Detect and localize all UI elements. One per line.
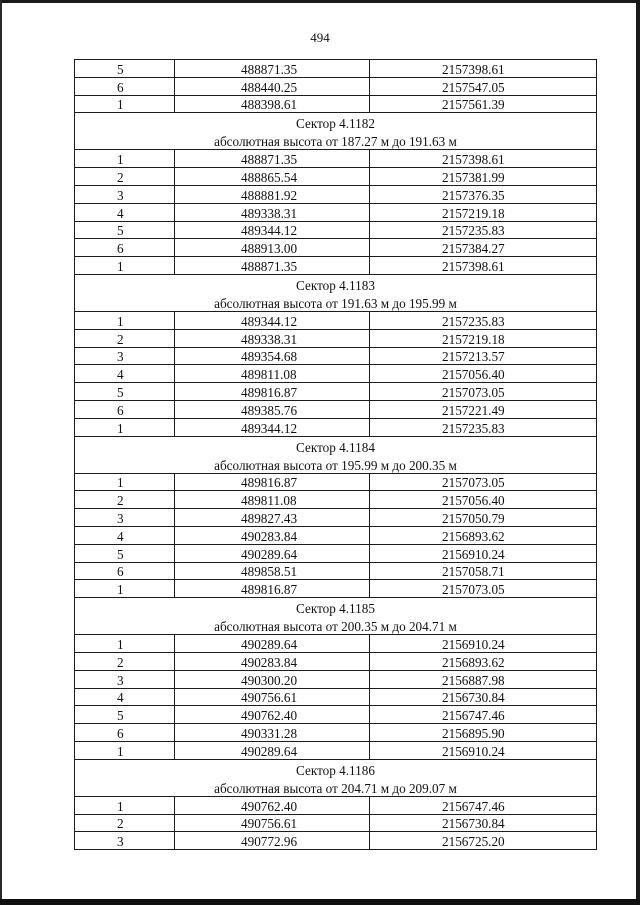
table-row [75, 221, 597, 239]
point-number-cell: 4 [75, 203, 175, 221]
table-row [75, 580, 597, 598]
table-row [75, 544, 597, 562]
sector-title: Сектор 4.1183 [75, 274, 597, 293]
y-coordinate-cell: 2157056.40 [370, 365, 597, 383]
point-number-cell: 5 [75, 383, 175, 401]
y-coordinate-cell: 2156893.62 [370, 526, 597, 544]
y-coordinate-cell: 2157056.40 [370, 491, 597, 509]
x-coordinate-cell: 489344.12 [175, 311, 370, 329]
y-coordinate-cell: 2157219.18 [370, 329, 597, 347]
x-coordinate-cell: 488871.35 [175, 257, 370, 275]
x-coordinate-cell: 488865.54 [175, 168, 370, 186]
scan-top-edge [0, 0, 640, 3]
point-number-cell: 1 [75, 95, 175, 113]
y-coordinate-cell: 2156730.84 [370, 688, 597, 706]
table-row [75, 832, 597, 850]
scan-right-edge [636, 0, 640, 905]
y-coordinate-cell: 2157221.49 [370, 400, 597, 418]
x-coordinate-cell: 489816.87 [175, 383, 370, 401]
page-number: 494 [310, 30, 330, 45]
table-row [75, 688, 597, 706]
x-coordinate-cell: 489811.08 [175, 491, 370, 509]
point-number-cell: 5 [75, 706, 175, 724]
y-coordinate-cell: 2157381.99 [370, 168, 597, 186]
table-row [75, 168, 597, 186]
y-coordinate-cell: 2157235.83 [370, 221, 597, 239]
sector-title: Сектор 4.1182 [75, 113, 597, 132]
x-coordinate-cell: 488913.00 [175, 239, 370, 257]
table-row [75, 383, 597, 401]
x-coordinate-cell: 489858.51 [175, 562, 370, 580]
y-coordinate-cell: 2156910.24 [370, 741, 597, 759]
point-number-cell: 4 [75, 688, 175, 706]
x-coordinate-cell: 489344.12 [175, 418, 370, 436]
point-number-cell: 1 [75, 257, 175, 275]
x-coordinate-cell: 490289.64 [175, 741, 370, 759]
table-row [75, 185, 597, 203]
y-coordinate-cell: 2156910.24 [370, 635, 597, 653]
table-row [75, 509, 597, 527]
sector-title: Сектор 4.1185 [75, 598, 597, 617]
table-row [75, 741, 597, 759]
sector-altitude-row [75, 616, 597, 635]
point-number-cell: 5 [75, 544, 175, 562]
table-row [75, 670, 597, 688]
point-number-cell: 6 [75, 77, 175, 95]
point-number-cell: 4 [75, 526, 175, 544]
y-coordinate-cell: 2157398.61 [370, 60, 597, 78]
y-coordinate-cell: 2157073.05 [370, 383, 597, 401]
x-coordinate-cell: 488871.35 [175, 60, 370, 78]
y-coordinate-cell: 2157376.35 [370, 185, 597, 203]
table-row [75, 400, 597, 418]
x-coordinate-cell: 490283.84 [175, 652, 370, 670]
table-row [75, 473, 597, 491]
y-coordinate-cell: 2156910.24 [370, 544, 597, 562]
point-number-cell: 1 [75, 473, 175, 491]
table-row [75, 706, 597, 724]
table-row [75, 257, 597, 275]
y-coordinate-cell: 2157384.27 [370, 239, 597, 257]
x-coordinate-cell: 489344.12 [175, 221, 370, 239]
x-coordinate-cell: 490289.64 [175, 635, 370, 653]
point-number-cell: 2 [75, 168, 175, 186]
table-row [75, 95, 597, 113]
sector-altitude-row [75, 455, 597, 474]
x-coordinate-cell: 490283.84 [175, 526, 370, 544]
point-number-cell: 3 [75, 185, 175, 203]
sector-title: Сектор 4.1184 [75, 436, 597, 455]
point-number-cell: 1 [75, 635, 175, 653]
table-row [75, 418, 597, 436]
table-row [75, 60, 597, 78]
table-row [75, 203, 597, 221]
point-number-cell: 1 [75, 418, 175, 436]
y-coordinate-cell: 2156895.90 [370, 724, 597, 742]
y-coordinate-cell: 2156725.20 [370, 832, 597, 850]
y-coordinate-cell: 2157398.61 [370, 257, 597, 275]
x-coordinate-cell: 489816.87 [175, 473, 370, 491]
table-row [75, 814, 597, 832]
table-row [75, 562, 597, 580]
y-coordinate-cell: 2157073.05 [370, 473, 597, 491]
table-row [75, 796, 597, 814]
coordinates-table [74, 59, 597, 850]
y-coordinate-cell: 2156887.98 [370, 670, 597, 688]
y-coordinate-cell: 2156747.46 [370, 796, 597, 814]
x-coordinate-cell: 489338.31 [175, 203, 370, 221]
table-row [75, 150, 597, 168]
point-number-cell: 6 [75, 400, 175, 418]
scan-left-edge [0, 0, 2, 905]
y-coordinate-cell: 2157058.71 [370, 562, 597, 580]
point-number-cell: 1 [75, 796, 175, 814]
point-number-cell: 6 [75, 239, 175, 257]
point-number-cell: 2 [75, 814, 175, 832]
point-number-cell: 1 [75, 311, 175, 329]
sector-title-row [75, 274, 597, 293]
point-number-cell: 6 [75, 724, 175, 742]
sector-altitude: абсолютная высота от 187.27 м до 191.63 м [75, 131, 597, 150]
sector-altitude-row [75, 778, 597, 797]
point-number-cell: 6 [75, 562, 175, 580]
x-coordinate-cell: 488881.92 [175, 185, 370, 203]
point-number-cell: 2 [75, 329, 175, 347]
point-number-cell: 5 [75, 60, 175, 78]
point-number-cell: 3 [75, 347, 175, 365]
x-coordinate-cell: 490756.61 [175, 688, 370, 706]
y-coordinate-cell: 2157213.57 [370, 347, 597, 365]
point-number-cell: 2 [75, 491, 175, 509]
y-coordinate-cell: 2156893.62 [370, 652, 597, 670]
x-coordinate-cell: 489354.68 [175, 347, 370, 365]
coordinates-table-body [75, 60, 597, 850]
sector-title-row [75, 113, 597, 132]
point-number-cell: 1 [75, 741, 175, 759]
y-coordinate-cell: 2157073.05 [370, 580, 597, 598]
y-coordinate-cell: 2157050.79 [370, 509, 597, 527]
x-coordinate-cell: 490300.20 [175, 670, 370, 688]
sector-title-row [75, 436, 597, 455]
point-number-cell: 4 [75, 365, 175, 383]
table-row [75, 491, 597, 509]
sector-altitude: абсолютная высота от 195.99 м до 200.35 м [75, 455, 597, 474]
sector-title-row [75, 598, 597, 617]
x-coordinate-cell: 490762.40 [175, 706, 370, 724]
y-coordinate-cell: 2157561.39 [370, 95, 597, 113]
point-number-cell: 5 [75, 221, 175, 239]
x-coordinate-cell: 489811.08 [175, 365, 370, 383]
table-row [75, 635, 597, 653]
table-row [75, 329, 597, 347]
y-coordinate-cell: 2156730.84 [370, 814, 597, 832]
point-number-cell: 3 [75, 509, 175, 527]
y-coordinate-cell: 2157219.18 [370, 203, 597, 221]
point-number-cell: 1 [75, 580, 175, 598]
sector-altitude: абсолютная высота от 204.71 м до 209.07 м [75, 778, 597, 797]
table-row [75, 652, 597, 670]
table-row [75, 724, 597, 742]
x-coordinate-cell: 490772.96 [175, 832, 370, 850]
sector-altitude-row [75, 131, 597, 150]
sector-title-row [75, 759, 597, 778]
table-row [75, 526, 597, 544]
x-coordinate-cell: 489338.31 [175, 329, 370, 347]
sector-altitude-row [75, 293, 597, 312]
table-row [75, 77, 597, 95]
table-row [75, 311, 597, 329]
scan-bottom-edge [0, 899, 640, 905]
x-coordinate-cell: 489816.87 [175, 580, 370, 598]
sector-altitude: абсолютная высота от 191.63 м до 195.99 м [75, 293, 597, 312]
sector-altitude: абсолютная высота от 200.35 м до 204.71 м [75, 616, 597, 635]
x-coordinate-cell: 490756.61 [175, 814, 370, 832]
y-coordinate-cell: 2157547.05 [370, 77, 597, 95]
point-number-cell: 3 [75, 832, 175, 850]
point-number-cell: 3 [75, 670, 175, 688]
x-coordinate-cell: 489827.43 [175, 509, 370, 527]
table-row [75, 347, 597, 365]
x-coordinate-cell: 489385.76 [175, 400, 370, 418]
x-coordinate-cell: 490762.40 [175, 796, 370, 814]
x-coordinate-cell: 490289.64 [175, 544, 370, 562]
sector-title: Сектор 4.1186 [75, 759, 597, 778]
table-row [75, 365, 597, 383]
point-number-cell: 2 [75, 652, 175, 670]
x-coordinate-cell: 488440.25 [175, 77, 370, 95]
point-number-cell: 1 [75, 150, 175, 168]
y-coordinate-cell: 2157398.61 [370, 150, 597, 168]
y-coordinate-cell: 2157235.83 [370, 418, 597, 436]
y-coordinate-cell: 2157235.83 [370, 311, 597, 329]
x-coordinate-cell: 488398.61 [175, 95, 370, 113]
table-row [75, 239, 597, 257]
x-coordinate-cell: 490331.28 [175, 724, 370, 742]
y-coordinate-cell: 2156747.46 [370, 706, 597, 724]
x-coordinate-cell: 488871.35 [175, 150, 370, 168]
